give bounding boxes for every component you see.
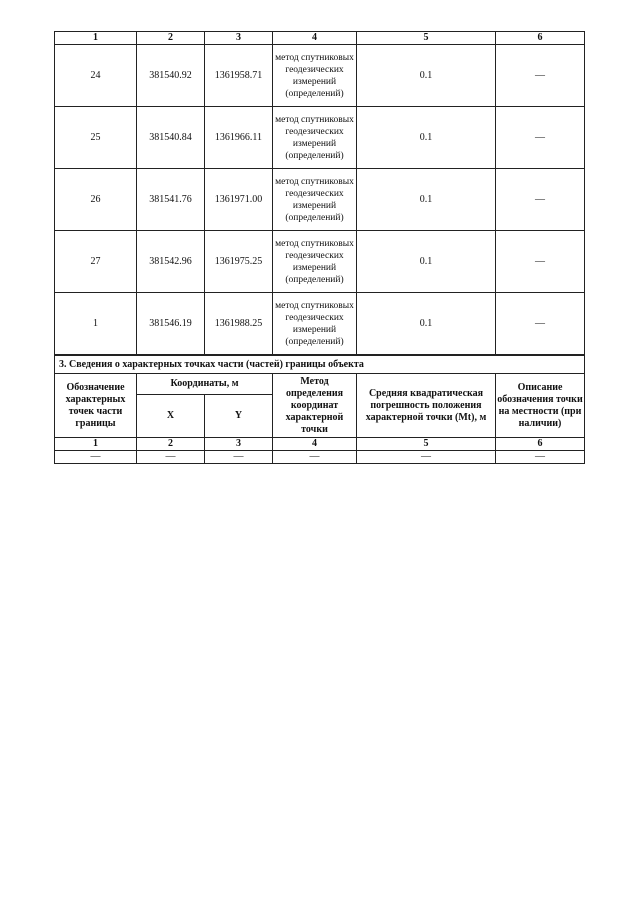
section-title-row (55, 355, 585, 374)
coord-y: 1361988.25 (205, 293, 273, 356)
table-row (55, 293, 585, 356)
description-cell: — (496, 107, 585, 169)
table-row (55, 231, 585, 293)
method-cell: метод спутниковых геодезических измерений (определений) (273, 169, 357, 231)
coord-y: 1361975.25 (205, 231, 273, 293)
table-row (55, 107, 585, 169)
coord-x: 381540.84 (137, 107, 205, 169)
col-number: 5 (357, 438, 496, 451)
col-number: 4 (273, 438, 357, 451)
col-number: 6 (496, 438, 585, 451)
coord-y: 1361958.71 (205, 45, 273, 107)
empty-cell: — (137, 451, 205, 464)
characteristic-points-table (54, 31, 585, 464)
accuracy-cell: 0.1 (357, 293, 496, 356)
coord-x: 381540.92 (137, 45, 205, 107)
col-number: 3 (205, 32, 273, 45)
coord-x: 381542.96 (137, 231, 205, 293)
section-title: 3. Сведения о характерных точках части (частей) границы объекта (55, 355, 585, 374)
col-number: 5 (357, 32, 496, 45)
header-coordinates: Координаты, м (137, 374, 273, 395)
table-row (55, 169, 585, 231)
col-number: 1 (55, 32, 137, 45)
accuracy-cell: 0.1 (357, 45, 496, 107)
description-cell: — (496, 231, 585, 293)
header-accuracy: Средняя квадратическая погрешность положения характерной точки (Mt), м (357, 374, 496, 438)
col-number: 2 (137, 32, 205, 45)
point-label: 25 (55, 107, 137, 169)
header-y: Y (205, 395, 273, 438)
col-number: 3 (205, 438, 273, 451)
accuracy-cell: 0.1 (357, 231, 496, 293)
point-label: 27 (55, 231, 137, 293)
table-row (55, 45, 585, 107)
point-label: 26 (55, 169, 137, 231)
description-cell: — (496, 45, 585, 107)
coord-y: 1361966.11 (205, 107, 273, 169)
coord-x: 381541.76 (137, 169, 205, 231)
coord-y: 1361971.00 (205, 169, 273, 231)
point-label: 24 (55, 45, 137, 107)
coord-x: 381546.19 (137, 293, 205, 356)
method-cell: метод спутниковых геодезических измерений (определений) (273, 45, 357, 107)
description-cell: — (496, 293, 585, 356)
col-number: 1 (55, 438, 137, 451)
col-number: 4 (273, 32, 357, 45)
method-cell: метод спутниковых геодезических измерений (определений) (273, 107, 357, 169)
method-cell: метод спутниковых геодезических измерений (определений) (273, 231, 357, 293)
accuracy-cell: 0.1 (357, 169, 496, 231)
column-number-row (55, 32, 585, 45)
empty-cell: — (55, 451, 137, 464)
col-number: 6 (496, 32, 585, 45)
header-x: X (137, 395, 205, 438)
col-number: 2 (137, 438, 205, 451)
empty-cell: — (496, 451, 585, 464)
header-description: Описание обозначения точки на местности (при наличии) (496, 374, 585, 438)
method-cell: метод спутниковых геодезических измерений (определений) (273, 293, 357, 356)
section-header-row (55, 374, 585, 395)
point-label: 1 (55, 293, 137, 356)
header-point-label: Обозначение характерных точек части границы (55, 374, 137, 438)
accuracy-cell: 0.1 (357, 107, 496, 169)
description-cell: — (496, 169, 585, 231)
empty-row (55, 451, 585, 464)
empty-cell: — (205, 451, 273, 464)
column-number-row (55, 438, 585, 451)
empty-cell: — (273, 451, 357, 464)
empty-cell: — (357, 451, 496, 464)
header-method: Метод определения координат характерной точки (273, 374, 357, 438)
